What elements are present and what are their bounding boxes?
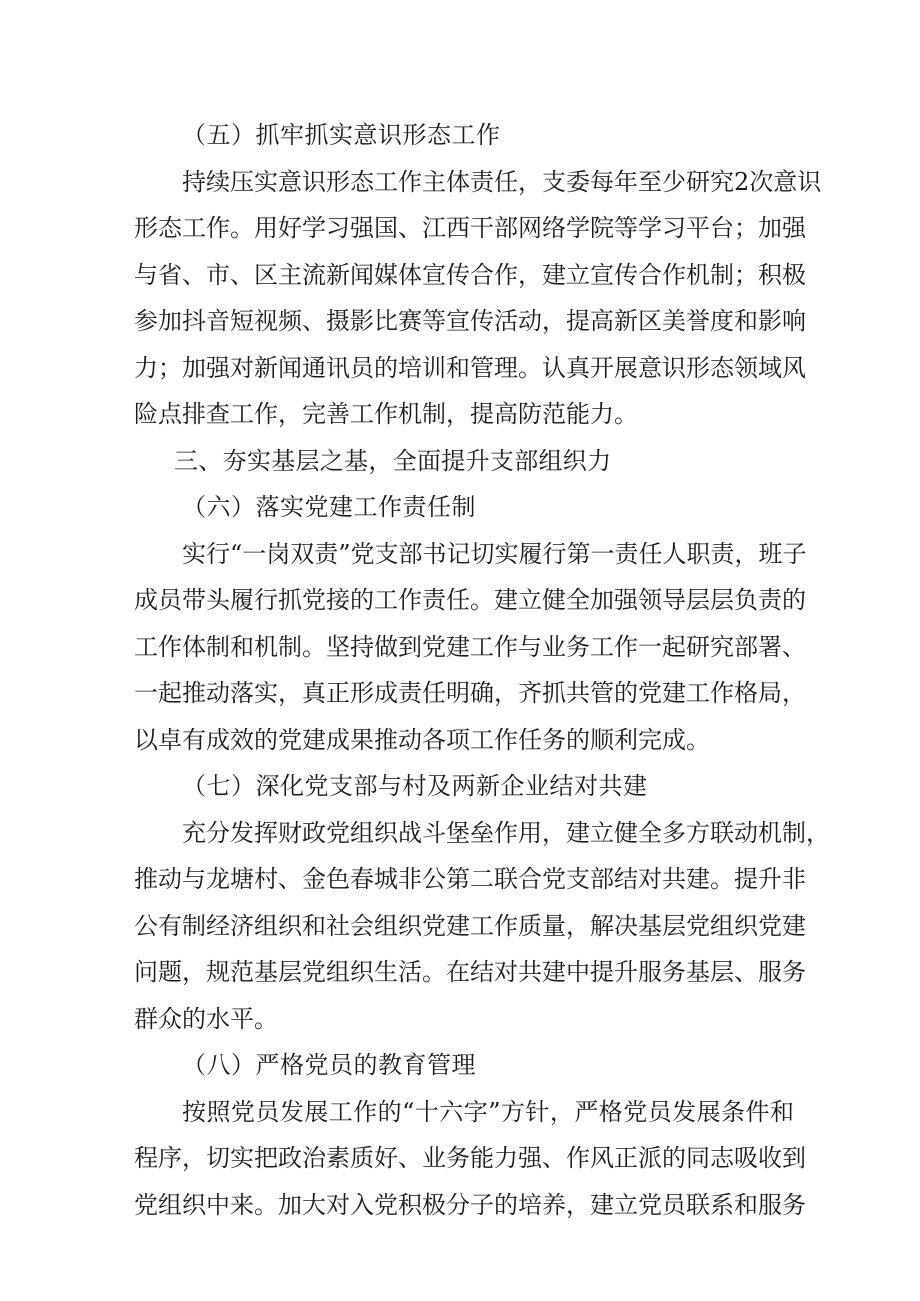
paragraph-line: 推动与龙塘村、金色春城非公第二联合党支部结对共建。提升非 [134, 865, 806, 893]
paragraph-line: 力；加强对新闻通讯员的培训和管理。认真开展意识形态领域风 [134, 353, 806, 382]
paragraph-line: 党组织中来。加大对入党积极分子的培养，建立党员联系和服务 [134, 1190, 806, 1219]
paragraph-line: 按照党员发展工作的“十六字”方针，严格党员发展条件和 [182, 1097, 794, 1126]
paragraph-joint-building [134, 810, 830, 1043]
paragraph-line: 实行“一岗双责”党支部书记切实履行第一责任人职责，班子 [182, 539, 807, 568]
subheading-6: （六）落实党建工作责任制 [182, 493, 476, 521]
paragraph-line: 一起推动落实，真正形成责任明确，齐抓共管的党建工作格局， [134, 679, 806, 707]
paragraph-line: 参加抖音短视频、摄影比赛等宣传活动，提高新区美誉度和影响 [134, 307, 806, 335]
document-body [134, 112, 830, 1228]
paragraph-line: 公有制经济组织和社会组织党建工作质量，解决基层党组织党建 [134, 911, 806, 940]
paragraph-line: 与省、市、区主流新闻媒体宣传合作，建立宣传合作机制；积极 [134, 260, 806, 289]
paragraph-line: 持续压实意识形态工作主体责任，支委每年至少研究2次意识 [182, 167, 822, 196]
subheading-8: （八）严格党员的教育管理 [182, 1051, 476, 1079]
paragraph-line: 程序，切实把政治素质好、业务能力强、作风正派的同志吸收到 [134, 1144, 806, 1172]
paragraph-line: 以卓有成效的党建成果推动各项工作任务的顺利完成。 [134, 725, 710, 754]
paragraph-line: 群众的水平。 [134, 1004, 278, 1033]
paragraph-line: 形态工作。用好学习强国、江西干部网络学院等学习平台；加强 [134, 214, 806, 242]
paragraph-line: 充分发挥财政党组织战斗堡垒作用，建立健全多方联动机制， [182, 818, 830, 847]
paragraph-member-education [134, 1089, 806, 1229]
paragraph-line: 成员带头履行抓党接的工作责任。建立健全加强领导层层负责的 [134, 586, 806, 614]
paragraph-party-responsibility [134, 531, 807, 764]
paragraph-line: 险点排查工作，完善工作机制，提高防范能力。 [134, 400, 638, 428]
paragraph-line: 工作体制和机制。坚持做到党建工作与业务工作一起研究部署、 [134, 632, 806, 661]
paragraph-ideology-work [134, 159, 822, 438]
subheading-7: （七）深化党支部与村及两新企业结对共建 [182, 772, 648, 800]
subheading-5: （五）抓牢抓实意识形态工作 [182, 121, 501, 149]
section-heading-3: 三、夯实基层之基，全面提升支部组织力 [174, 446, 612, 475]
paragraph-line: 问题，规范基层党组织生活。在结对共建中提升服务基层、服务 [134, 958, 806, 986]
